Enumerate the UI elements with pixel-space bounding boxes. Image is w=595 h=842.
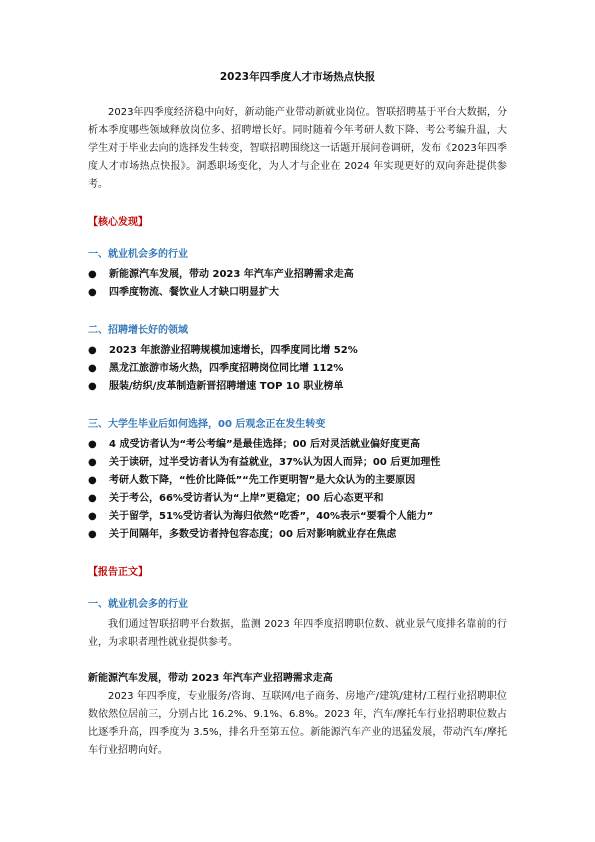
report-subsection-heading: 新能源汽车发展，带动 2023 年汽车产业招聘需求走高 — [88, 673, 333, 684]
bullet-icon: ● — [88, 457, 97, 468]
core-section-2-heading: 二、招聘增长好的领域 — [88, 325, 188, 336]
core-section-3-list — [88, 436, 507, 544]
document-title: 2023年四季度人才市场热点快报 — [219, 71, 376, 83]
core-section-3-heading: 三、大学生毕业后如何选择，00 后观念正在发生转变 — [88, 419, 326, 430]
bullet-icon: ● — [88, 381, 97, 392]
core-section-1-list — [88, 266, 507, 302]
core-section-1-heading: 一、就业机会多的行业 — [88, 249, 188, 260]
bullet-icon: ● — [88, 269, 97, 280]
bullet-icon: ● — [88, 439, 97, 450]
list-item: ● 考研人数下降，“性价比降低”“先工作更明智”是大众认为的主要原因 — [88, 472, 507, 490]
list-item: ● 2023 年旅游业招聘规模加速增长，四季度同比增 52% — [88, 342, 507, 360]
list-item: ● 新能源汽车发展，带动 2023 年汽车产业招聘需求走高 — [88, 266, 507, 284]
bullet-icon: ● — [88, 287, 97, 298]
report-section-1-paragraph: 我们通过智联招聘平台数据，监测 2023 年四季度招聘职位数、就业景气度排名靠前的行业，为求职者理性就业提供参考。 — [88, 619, 507, 648]
list-item: ● 黑龙江旅游市场火热，四季度招聘岗位同比增 112% — [88, 360, 507, 378]
intro-paragraph: 2023年四季度经济稳中向好，新动能产业带动新就业岗位。智联招聘基于平台大数据，分析本季度哪些领域释放岗位多、招聘增长好。同时随着今年考研人数下降、考公考编升温，大学生对于毕业去向的选择发生转变，智联招聘围绕这一话题开展问卷调研，发布《2023年四季度人才市场热点快报》。洞悉职场变化，为人才与企业在 2024 年实现更好的双向奔赴提供参考。 — [88, 107, 507, 190]
core-findings-heading: 【核心发现】 — [88, 217, 148, 228]
core-section-2-list — [88, 342, 507, 396]
list-item: ● 关于读研，过半受访者认为有益就业，37%认为因人而异；00 后更加理性 — [88, 454, 507, 472]
report-section-1-heading: 一、就业机会多的行业 — [88, 599, 188, 610]
report-body-heading: 【报告正文】 — [88, 567, 148, 578]
list-item: ● 关于留学，51%受访者认为海归依然“吃香”，40%表示“要看个人能力” — [88, 508, 507, 526]
report-subsection-paragraph: 2023 年四季度，专业服务/咨询、互联网/电子商务、房地产/建筑/建材/工程行业招聘职位数依然位居前三，分别占比 16.2%、9.1%、6.8%。2023 年，汽车/摩托车行业招聘职位数占比逐季升高，四季度为 3.5%，排名升至第五位。新能源汽车产业的迅猛发展，带动汽车/摩托车行业招聘向好。 — [88, 691, 507, 756]
bullet-icon: ● — [88, 475, 97, 486]
bullet-icon: ● — [88, 511, 97, 522]
list-item: ● 4 成受访者认为“考公考编”是最佳选择；00 后对灵活就业偏好度更高 — [88, 436, 507, 454]
bullet-icon: ● — [88, 345, 97, 356]
bullet-icon: ● — [88, 493, 97, 504]
list-item: ● 四季度物流、餐饮业人才缺口明显扩大 — [88, 284, 507, 302]
list-item: ● 关于间隔年，多数受访者持包容态度；00 后对影响就业存在焦虑 — [88, 526, 507, 544]
bullet-icon: ● — [88, 363, 97, 374]
list-item: ● 服装/纺织/皮革制造新晋招聘增速 TOP 10 职业榜单 — [88, 378, 507, 396]
list-item: ● 关于考公，66%受访者认为“上岸”更稳定；00 后心态更平和 — [88, 490, 507, 508]
bullet-icon: ● — [88, 529, 97, 540]
